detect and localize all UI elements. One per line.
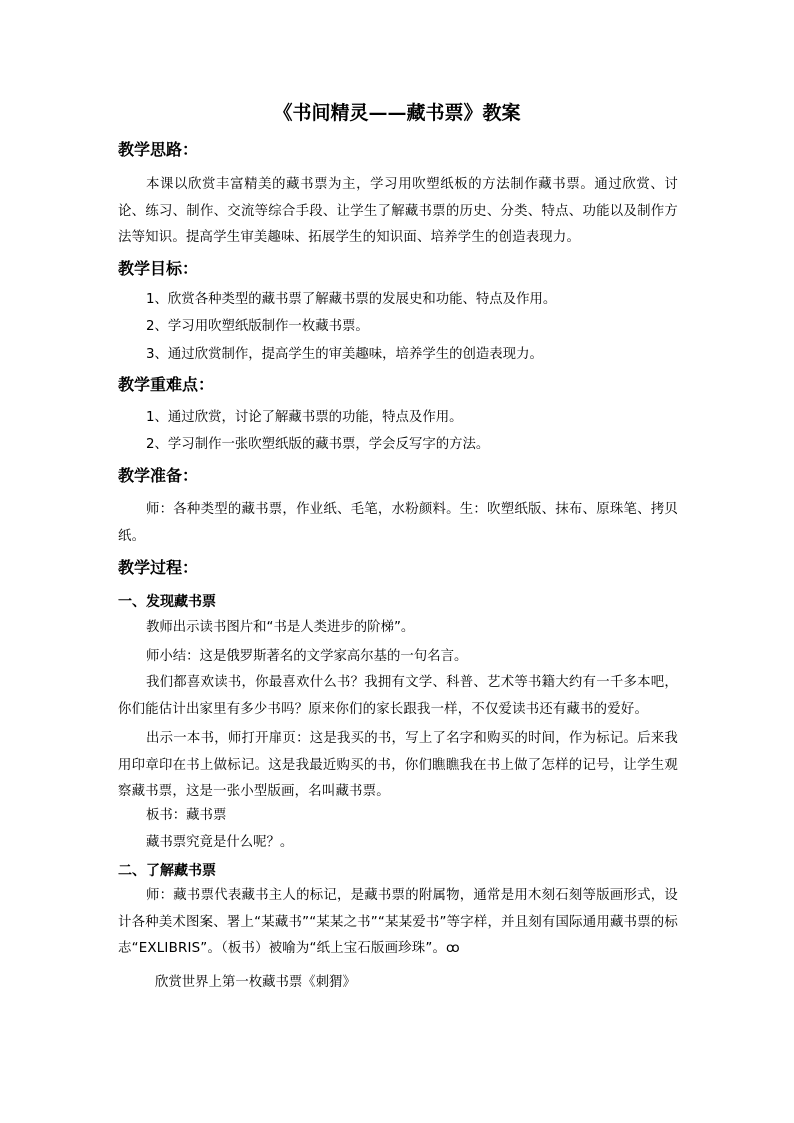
part1-line-2: 师小结：这是俄罗斯著名的文学家高尔基的一句名言。 xyxy=(146,649,468,664)
heading-teaching-thinking: 教学思路： xyxy=(118,140,199,159)
heading-part2-understand: 二、了解藏书票 xyxy=(118,863,216,879)
key-point-item-2: 2、学习制作一张吹塑纸版的藏书票，学会反写字的方法。 xyxy=(146,437,490,452)
document-title: 《书间精灵——藏书票》教案 xyxy=(273,102,521,124)
part1-line-4: 藏书票究竟是什么呢？。 xyxy=(146,835,294,850)
heading-teaching-process: 教学过程： xyxy=(118,558,199,577)
key-point-item-1: 1、通过欣赏，讨论了解藏书票的功能，特点及作用。 xyxy=(146,410,463,425)
part1-paragraph-2: 出示一本书，师打开扉页：这是我买的书，写上了名字和购买的时间，作为标记。后来我用印章印在书上做标记。这是我最近购买的书，你们瞧瞧我在书上做了怎样的记号，让学生观察藏书票，这是一张小型版画，名叫藏书票。 xyxy=(118,731,678,799)
heading-key-points: 教学重难点： xyxy=(118,375,215,394)
goal-item-3: 3、通过欣赏制作，提高学生的审美趣味，培养学生的创造表现力。 xyxy=(146,347,543,362)
goal-item-1: 1、欣赏各种类型的藏书票了解藏书票的发展史和功能、特点及作用。 xyxy=(146,292,557,307)
part1-paragraph-1: 我们都喜欢读书，你最喜欢什么书？我拥有文学、科普、艺术等书籍大约有一千多本吧，你们能估计出家里有多少书吗？原来你们的家长跟我一样，不仅爱读书还有藏书的爱好。 xyxy=(118,675,678,717)
heading-part1-discover: 一、发现藏书票 xyxy=(118,594,216,610)
heading-preparation: 教学准备： xyxy=(118,466,199,485)
part1-line-1: 教师出示读书图片和“书是人类进步的阶梯”。 xyxy=(146,620,415,635)
part1-line-3: 板书：藏书票 xyxy=(146,808,227,823)
goal-item-2: 2、学习用吹塑纸版制作一枚藏书票。 xyxy=(146,319,369,334)
heading-teaching-goals: 教学目标： xyxy=(118,259,199,278)
part2-paragraph-1: 师：藏书票代表藏书主人的标记，是藏书票的附属物，通常是用木刻石刻等版画形式，设计各种美术图案、署上“某藏书”“某某之书”“某某爱书”等字样，并且刻有国际通用藏书票的标志“EXLIBRIS”。（板书）被喻为“纸上宝石版画珍珠”。ꝏ xyxy=(118,888,678,956)
paragraph-teaching-thinking: 本课以欣赏丰富精美的藏书票为主，学习用吹塑纸板的方法制作藏书票。通过欣赏、讨论、练习、制作、交流等综合手段、让学生了解藏书票的历史、分类、特点、功能以及制作方法等知识。提高学生审美趣味、拓展学生的知识面、培养学生的创造表现力。 xyxy=(118,177,678,245)
paragraph-preparation: 师：各种类型的藏书票，作业纸、毛笔，水粉颜料。生：吹塑纸版、抹布、原珠笔、拷贝纸。 xyxy=(118,502,678,544)
part2-line-1: 欣赏世界上第一枚藏书票《刺猬》 xyxy=(155,975,356,990)
